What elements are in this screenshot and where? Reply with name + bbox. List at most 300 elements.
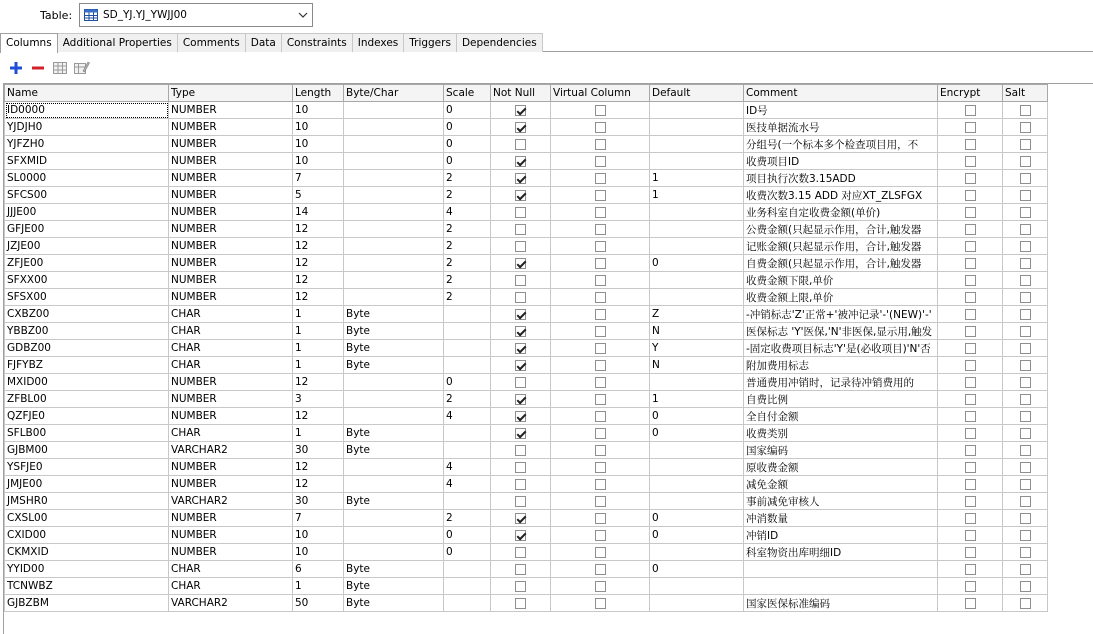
salt-checkbox[interactable] [1020, 241, 1031, 252]
cell-type[interactable]: CHAR [169, 578, 293, 595]
cell-length[interactable]: 12 [293, 289, 344, 306]
cell-name[interactable]: ZFJE00 [5, 255, 169, 272]
cell-length[interactable]: 14 [293, 204, 344, 221]
cell-type[interactable]: NUMBER [169, 255, 293, 272]
cell-comment[interactable]: 普通费用冲销时，记录待冲销费用的 [744, 374, 938, 391]
chevron-down-icon[interactable] [294, 4, 312, 26]
table-row[interactable] [5, 442, 1048, 459]
cell-type[interactable]: NUMBER [169, 136, 293, 153]
cell-scale[interactable] [444, 306, 491, 323]
cell-length[interactable]: 1 [293, 578, 344, 595]
encrypt-checkbox[interactable] [965, 513, 976, 524]
cell-comment[interactable]: -固定收费项目标志'Y'是(必收项目)'N'否 [744, 340, 938, 357]
cell-default[interactable] [650, 442, 744, 459]
cell-scale[interactable]: 4 [444, 408, 491, 425]
cell-default[interactable] [650, 204, 744, 221]
salt-checkbox[interactable] [1020, 377, 1031, 388]
cell-comment[interactable]: 国家医保标准编码 [744, 595, 938, 612]
cell-length[interactable]: 1 [293, 425, 344, 442]
cell-default[interactable] [650, 578, 744, 595]
cell-scale[interactable]: 0 [444, 153, 491, 170]
salt-checkbox[interactable] [1020, 275, 1031, 286]
encrypt-checkbox[interactable] [965, 326, 976, 337]
cell-bytechar[interactable] [344, 391, 444, 408]
cell-bytechar[interactable] [344, 289, 444, 306]
virtual-checkbox[interactable] [595, 173, 606, 184]
cell-type[interactable]: VARCHAR2 [169, 442, 293, 459]
cell-bytechar[interactable]: Byte [344, 306, 444, 323]
virtual-checkbox[interactable] [595, 394, 606, 405]
notnull-checkbox[interactable] [515, 173, 526, 184]
virtual-checkbox[interactable] [595, 122, 606, 133]
cell-default[interactable]: N [650, 323, 744, 340]
encrypt-checkbox[interactable] [965, 547, 976, 558]
cell-type[interactable]: NUMBER [169, 408, 293, 425]
cell-name[interactable]: JJJE00 [5, 204, 169, 221]
virtual-checkbox[interactable] [595, 564, 606, 575]
cell-type[interactable]: CHAR [169, 306, 293, 323]
cell-name[interactable]: SFCS00 [5, 187, 169, 204]
cell-scale[interactable]: 0 [444, 119, 491, 136]
cell-default[interactable] [650, 289, 744, 306]
table-row[interactable] [5, 289, 1048, 306]
cell-comment[interactable]: 项目执行次数3.15ADD [744, 170, 938, 187]
cell-bytechar[interactable]: Byte [344, 323, 444, 340]
notnull-checkbox[interactable] [515, 530, 526, 541]
cell-bytechar[interactable] [344, 527, 444, 544]
cell-length[interactable]: 10 [293, 153, 344, 170]
cell-bytechar[interactable] [344, 510, 444, 527]
virtual-checkbox[interactable] [595, 479, 606, 490]
cell-name[interactable]: SFSX00 [5, 289, 169, 306]
cell-type[interactable]: NUMBER [169, 374, 293, 391]
cell-name[interactable]: SFXMID [5, 153, 169, 170]
cell-comment[interactable]: -冲销标志'Z'正常+'被冲记录'-'(NEW)'-' [744, 306, 938, 323]
cell-comment[interactable]: 冲销ID [744, 527, 938, 544]
cell-name[interactable]: YSFJE0 [5, 459, 169, 476]
cell-length[interactable]: 1 [293, 323, 344, 340]
salt-checkbox[interactable] [1020, 190, 1031, 201]
virtual-checkbox[interactable] [595, 581, 606, 592]
virtual-checkbox[interactable] [595, 530, 606, 541]
remove-column-icon[interactable] [30, 60, 46, 76]
salt-checkbox[interactable] [1020, 105, 1031, 116]
cell-type[interactable]: NUMBER [169, 527, 293, 544]
salt-checkbox[interactable] [1020, 309, 1031, 320]
cell-length[interactable]: 12 [293, 255, 344, 272]
virtual-checkbox[interactable] [595, 207, 606, 218]
cell-scale[interactable]: 0 [444, 527, 491, 544]
cell-bytechar[interactable] [344, 255, 444, 272]
cell-name[interactable]: QZFJE0 [5, 408, 169, 425]
cell-bytechar[interactable] [344, 119, 444, 136]
salt-checkbox[interactable] [1020, 479, 1031, 490]
table-row[interactable] [5, 425, 1048, 442]
encrypt-checkbox[interactable] [965, 445, 976, 456]
cell-default[interactable]: 1 [650, 170, 744, 187]
encrypt-checkbox[interactable] [965, 360, 976, 371]
cell-default[interactable]: Y [650, 340, 744, 357]
salt-checkbox[interactable] [1020, 173, 1031, 184]
cell-default[interactable] [650, 238, 744, 255]
cell-bytechar[interactable] [344, 408, 444, 425]
cell-length[interactable]: 10 [293, 136, 344, 153]
cell-bytechar[interactable]: Byte [344, 561, 444, 578]
cell-comment[interactable]: 公费金额(只起显示作用，合计,触发器 [744, 221, 938, 238]
cell-name[interactable]: GFJE00 [5, 221, 169, 238]
salt-checkbox[interactable] [1020, 428, 1031, 439]
encrypt-checkbox[interactable] [965, 496, 976, 507]
notnull-checkbox[interactable] [515, 564, 526, 575]
cell-default[interactable] [650, 459, 744, 476]
cell-bytechar[interactable] [344, 187, 444, 204]
cell-comment[interactable]: 减免金额 [744, 476, 938, 493]
salt-checkbox[interactable] [1020, 326, 1031, 337]
cell-comment[interactable]: 收费项目ID [744, 153, 938, 170]
col-header-scale[interactable]: Scale [444, 85, 491, 102]
cell-length[interactable]: 7 [293, 170, 344, 187]
table-row[interactable] [5, 306, 1048, 323]
cell-length[interactable]: 10 [293, 527, 344, 544]
notnull-checkbox[interactable] [515, 479, 526, 490]
cell-bytechar[interactable] [344, 459, 444, 476]
cell-length[interactable]: 12 [293, 459, 344, 476]
cell-default[interactable]: 0 [650, 510, 744, 527]
cell-type[interactable]: VARCHAR2 [169, 493, 293, 510]
salt-checkbox[interactable] [1020, 343, 1031, 354]
table-row[interactable] [5, 340, 1048, 357]
cell-length[interactable]: 5 [293, 187, 344, 204]
cell-scale[interactable]: 2 [444, 170, 491, 187]
cell-name[interactable]: GDBZ00 [5, 340, 169, 357]
cell-name[interactable]: JMJE00 [5, 476, 169, 493]
cell-default[interactable]: 0 [650, 527, 744, 544]
encrypt-checkbox[interactable] [965, 411, 976, 422]
salt-checkbox[interactable] [1020, 156, 1031, 167]
cell-bytechar[interactable] [344, 102, 444, 119]
cell-name[interactable]: CXBZ00 [5, 306, 169, 323]
encrypt-checkbox[interactable] [965, 173, 976, 184]
add-column-icon[interactable] [8, 60, 24, 76]
cell-default[interactable] [650, 272, 744, 289]
table-row[interactable] [5, 578, 1048, 595]
cell-default[interactable] [650, 374, 744, 391]
table-row[interactable] [5, 221, 1048, 238]
table-row[interactable] [5, 595, 1048, 612]
encrypt-checkbox[interactable] [965, 139, 976, 150]
cell-default[interactable] [650, 595, 744, 612]
table-row[interactable] [5, 510, 1048, 527]
table-row[interactable] [5, 408, 1048, 425]
salt-checkbox[interactable] [1020, 598, 1031, 609]
cell-scale[interactable] [444, 357, 491, 374]
cell-name[interactable]: GJBM00 [5, 442, 169, 459]
cell-bytechar[interactable]: Byte [344, 493, 444, 510]
notnull-checkbox[interactable] [515, 513, 526, 524]
cell-name[interactable]: YBBZ00 [5, 323, 169, 340]
tab-triggers[interactable]: Triggers [403, 33, 457, 52]
cell-scale[interactable]: 2 [444, 391, 491, 408]
col-header-length[interactable]: Length [293, 85, 344, 102]
notnull-checkbox[interactable] [515, 105, 526, 116]
virtual-checkbox[interactable] [595, 309, 606, 320]
notnull-checkbox[interactable] [515, 326, 526, 337]
virtual-checkbox[interactable] [595, 326, 606, 337]
cell-bytechar[interactable] [344, 221, 444, 238]
virtual-checkbox[interactable] [595, 241, 606, 252]
cell-default[interactable] [650, 136, 744, 153]
cell-type[interactable]: NUMBER [169, 459, 293, 476]
cell-bytechar[interactable] [344, 136, 444, 153]
cell-name[interactable]: YJDJH0 [5, 119, 169, 136]
table-row[interactable] [5, 119, 1048, 136]
virtual-checkbox[interactable] [595, 428, 606, 439]
cell-length[interactable]: 1 [293, 340, 344, 357]
encrypt-checkbox[interactable] [965, 530, 976, 541]
encrypt-checkbox[interactable] [965, 156, 976, 167]
cell-comment[interactable]: 业务科室自定收费金额(单价) [744, 204, 938, 221]
cell-name[interactable]: SL0000 [5, 170, 169, 187]
encrypt-checkbox[interactable] [965, 377, 976, 388]
cell-scale[interactable]: 4 [444, 204, 491, 221]
virtual-checkbox[interactable] [595, 105, 606, 116]
cell-comment[interactable]: 国家编码 [744, 442, 938, 459]
encrypt-checkbox[interactable] [965, 275, 976, 286]
encrypt-checkbox[interactable] [965, 122, 976, 133]
cell-length[interactable]: 12 [293, 221, 344, 238]
cell-type[interactable]: NUMBER [169, 272, 293, 289]
cell-length[interactable]: 10 [293, 119, 344, 136]
cell-scale[interactable]: 2 [444, 187, 491, 204]
cell-length[interactable]: 12 [293, 238, 344, 255]
cell-name[interactable]: ZFBL00 [5, 391, 169, 408]
cell-name[interactable]: CXID00 [5, 527, 169, 544]
cell-scale[interactable]: 4 [444, 459, 491, 476]
notnull-checkbox[interactable] [515, 598, 526, 609]
salt-checkbox[interactable] [1020, 139, 1031, 150]
cell-scale[interactable] [444, 578, 491, 595]
table-select[interactable] [79, 3, 313, 27]
encrypt-checkbox[interactable] [965, 309, 976, 320]
cell-bytechar[interactable] [344, 238, 444, 255]
cell-scale[interactable] [444, 493, 491, 510]
table-row[interactable] [5, 544, 1048, 561]
col-header-comment[interactable]: Comment [744, 85, 938, 102]
cell-comment[interactable]: 全自付金额 [744, 408, 938, 425]
cell-bytechar[interactable] [344, 204, 444, 221]
cell-scale[interactable]: 0 [444, 374, 491, 391]
cell-scale[interactable]: 2 [444, 272, 491, 289]
cell-comment[interactable]: 自费金额(只起显示作用，合计,触发器 [744, 255, 938, 272]
cell-length[interactable]: 12 [293, 272, 344, 289]
cell-default[interactable] [650, 119, 744, 136]
virtual-checkbox[interactable] [595, 462, 606, 473]
virtual-checkbox[interactable] [595, 224, 606, 235]
salt-checkbox[interactable] [1020, 581, 1031, 592]
encrypt-checkbox[interactable] [965, 479, 976, 490]
table-row[interactable] [5, 561, 1048, 578]
table-row[interactable] [5, 187, 1048, 204]
virtual-checkbox[interactable] [595, 411, 606, 422]
cell-scale[interactable]: 2 [444, 221, 491, 238]
cell-comment[interactable]: 分组号(一个标本多个检查项目用，不 [744, 136, 938, 153]
cell-length[interactable]: 3 [293, 391, 344, 408]
virtual-checkbox[interactable] [595, 190, 606, 201]
cell-length[interactable]: 7 [293, 510, 344, 527]
cell-comment[interactable] [744, 561, 938, 578]
cell-length[interactable]: 1 [293, 357, 344, 374]
notnull-checkbox[interactable] [515, 258, 526, 269]
encrypt-checkbox[interactable] [965, 581, 976, 592]
cell-scale[interactable]: 2 [444, 289, 491, 306]
table-row[interactable] [5, 170, 1048, 187]
notnull-checkbox[interactable] [515, 156, 526, 167]
cell-default[interactable]: 0 [650, 408, 744, 425]
tab-comments[interactable]: Comments [177, 33, 246, 52]
table-row[interactable] [5, 357, 1048, 374]
notnull-checkbox[interactable] [515, 122, 526, 133]
notnull-checkbox[interactable] [515, 190, 526, 201]
salt-checkbox[interactable] [1020, 122, 1031, 133]
virtual-checkbox[interactable] [595, 275, 606, 286]
cell-name[interactable]: MXID00 [5, 374, 169, 391]
salt-checkbox[interactable] [1020, 411, 1031, 422]
notnull-checkbox[interactable] [515, 139, 526, 150]
cell-bytechar[interactable] [344, 272, 444, 289]
tab-indexes[interactable]: Indexes [352, 33, 405, 52]
notnull-checkbox[interactable] [515, 445, 526, 456]
edit-grid-icon[interactable] [74, 60, 90, 76]
table-row[interactable] [5, 391, 1048, 408]
cell-default[interactable]: Z [650, 306, 744, 323]
encrypt-checkbox[interactable] [965, 394, 976, 405]
cell-type[interactable]: NUMBER [169, 289, 293, 306]
table-row[interactable] [5, 153, 1048, 170]
table-row[interactable] [5, 476, 1048, 493]
cell-comment[interactable]: 收费金额下限,单价 [744, 272, 938, 289]
cell-default[interactable] [650, 221, 744, 238]
cell-scale[interactable] [444, 323, 491, 340]
col-header-salt[interactable]: Salt [1003, 85, 1048, 102]
encrypt-checkbox[interactable] [965, 598, 976, 609]
virtual-checkbox[interactable] [595, 292, 606, 303]
cell-scale[interactable] [444, 595, 491, 612]
encrypt-checkbox[interactable] [965, 258, 976, 269]
encrypt-checkbox[interactable] [965, 241, 976, 252]
col-header-notnull[interactable]: Not Null [491, 85, 551, 102]
cell-scale[interactable]: 2 [444, 510, 491, 527]
cell-name[interactable]: YJFZH0 [5, 136, 169, 153]
virtual-checkbox[interactable] [595, 547, 606, 558]
col-header-name[interactable]: Name [5, 85, 169, 102]
virtual-checkbox[interactable] [595, 513, 606, 524]
encrypt-checkbox[interactable] [965, 207, 976, 218]
virtual-checkbox[interactable] [595, 343, 606, 354]
cell-default[interactable]: 0 [650, 561, 744, 578]
cell-name[interactable]: YYID00 [5, 561, 169, 578]
cell-length[interactable]: 12 [293, 408, 344, 425]
cell-type[interactable]: CHAR [169, 561, 293, 578]
cell-scale[interactable] [444, 425, 491, 442]
col-header-virtual[interactable]: Virtual Column [551, 85, 650, 102]
notnull-checkbox[interactable] [515, 581, 526, 592]
table-row[interactable] [5, 323, 1048, 340]
cell-scale[interactable]: 0 [444, 102, 491, 119]
salt-checkbox[interactable] [1020, 224, 1031, 235]
table-row[interactable] [5, 374, 1048, 391]
cell-comment[interactable]: 事前减免审核人 [744, 493, 938, 510]
cell-comment[interactable]: 收费次数3.15 ADD 对应XT_ZLSFGX [744, 187, 938, 204]
cell-type[interactable]: NUMBER [169, 221, 293, 238]
notnull-checkbox[interactable] [515, 224, 526, 235]
cell-name[interactable]: SFXX00 [5, 272, 169, 289]
cell-name[interactable]: CXSL00 [5, 510, 169, 527]
cell-name[interactable]: SFLB00 [5, 425, 169, 442]
cell-comment[interactable]: 自费比例 [744, 391, 938, 408]
cell-bytechar[interactable] [344, 544, 444, 561]
cell-comment[interactable]: 附加费用标志 [744, 357, 938, 374]
virtual-checkbox[interactable] [595, 139, 606, 150]
table-row[interactable] [5, 136, 1048, 153]
cell-type[interactable]: NUMBER [169, 476, 293, 493]
notnull-checkbox[interactable] [515, 547, 526, 558]
salt-checkbox[interactable] [1020, 258, 1031, 269]
virtual-checkbox[interactable] [595, 360, 606, 371]
salt-checkbox[interactable] [1020, 547, 1031, 558]
cell-comment[interactable]: 记账金额(只起显示作用，合计,触发器 [744, 238, 938, 255]
cell-default[interactable] [650, 544, 744, 561]
table-row[interactable] [5, 459, 1048, 476]
cell-comment[interactable]: ID号 [744, 102, 938, 119]
cell-type[interactable]: NUMBER [169, 187, 293, 204]
virtual-checkbox[interactable] [595, 445, 606, 456]
cell-name[interactable]: GJBZBM [5, 595, 169, 612]
cell-scale[interactable] [444, 442, 491, 459]
cell-type[interactable]: NUMBER [169, 391, 293, 408]
cell-scale[interactable]: 0 [444, 136, 491, 153]
notnull-checkbox[interactable] [515, 428, 526, 439]
tab-dependencies[interactable]: Dependencies [456, 33, 543, 52]
cell-scale[interactable] [444, 561, 491, 578]
table-row[interactable] [5, 102, 1048, 119]
cell-comment[interactable]: 科室物资出库明细ID [744, 544, 938, 561]
cell-scale[interactable] [444, 340, 491, 357]
encrypt-checkbox[interactable] [965, 105, 976, 116]
salt-checkbox[interactable] [1020, 360, 1031, 371]
cell-comment[interactable]: 冲消数量 [744, 510, 938, 527]
virtual-checkbox[interactable] [595, 258, 606, 269]
tab-data[interactable]: Data [245, 33, 282, 52]
cell-default[interactable] [650, 493, 744, 510]
cell-bytechar[interactable]: Byte [344, 357, 444, 374]
col-header-bytechar[interactable]: Byte/Char [344, 85, 444, 102]
notnull-checkbox[interactable] [515, 462, 526, 473]
cell-default[interactable]: 1 [650, 187, 744, 204]
col-header-default[interactable]: Default [650, 85, 744, 102]
cell-length[interactable]: 1 [293, 306, 344, 323]
salt-checkbox[interactable] [1020, 513, 1031, 524]
notnull-checkbox[interactable] [515, 292, 526, 303]
salt-checkbox[interactable] [1020, 564, 1031, 575]
table-row[interactable] [5, 238, 1048, 255]
col-header-type[interactable]: Type [169, 85, 293, 102]
cell-length[interactable]: 12 [293, 374, 344, 391]
notnull-checkbox[interactable] [515, 309, 526, 320]
cell-scale[interactable]: 0 [444, 544, 491, 561]
cell-length[interactable]: 12 [293, 476, 344, 493]
cell-length[interactable]: 30 [293, 442, 344, 459]
notnull-checkbox[interactable] [515, 394, 526, 405]
